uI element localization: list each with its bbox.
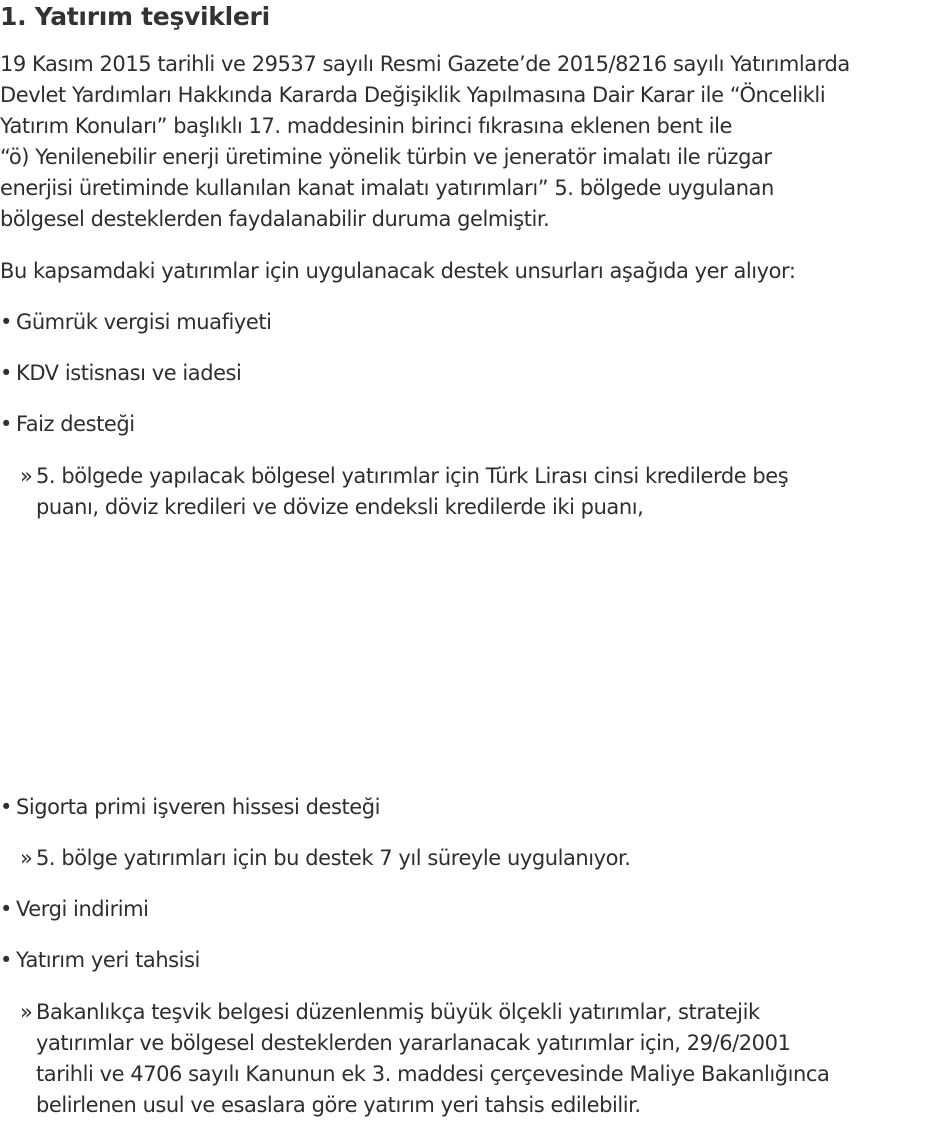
list-item-land [0,945,200,976]
list-item-customs [0,307,272,338]
bullet-marker: • [0,897,12,921]
lead-paragraph: Bu kapsamdaki yatırımlar için uygulanacak destek unsurları aşağıda yer alıyor: [0,259,796,283]
sub-item-land-detail [20,997,829,1121]
bullet-marker: • [0,948,12,972]
sub-marker: » [20,464,33,488]
list-item-label: Faiz desteği [16,412,135,436]
list-item-tax [0,894,149,925]
sub-item-line: belirlenen usul ve esaslara göre yatırım yeri tahsis edilebilir. [36,1093,641,1117]
sub-item-line: yatırımlar ve bölgesel desteklerden yararlanacak yatırımlar için, 29/6/2001 [36,1031,791,1055]
intro-line: Yatırım Konuları” başlıklı 17. maddesinin birinci fıkrasına eklenen bent ile [0,114,733,138]
intro-line: enerjisi üretiminde kullanılan kanat imalatı yatırımları” 5. bölgede uygulanan [0,176,774,200]
sub-marker: » [20,846,33,870]
list-item-interest [0,409,135,440]
bullet-marker: • [0,412,12,436]
list-item-insurance [0,792,380,823]
sub-marker: » [20,1000,33,1024]
bullet-marker: • [0,310,12,334]
sub-item-interest-detail [20,461,788,523]
sub-item-insurance-detail [20,843,630,874]
list-item-label: Vergi indirimi [16,897,149,921]
list-item-vat [0,358,241,389]
intro-line: 19 Kasım 2015 tarihli ve 29537 sayılı Resmi Gazete’de 2015/8216 sayılı Yatırımlarda [0,52,850,76]
sub-item-line: tarihli ve 4706 sayılı Kanunun ek 3. maddesi çerçevesinde Maliye Bakanlığınca [36,1062,830,1086]
list-item-label: Sigorta primi işveren hissesi desteği [16,795,380,819]
intro-line: “ö) Yenilenebilir enerji üretimine yönelik türbin ve jeneratör imalatı ile rüzgar [0,145,772,169]
sub-item-line: 5. bölgede yapılacak bölgesel yatırımlar için Türk Lirası cinsi kredilerde beş [36,464,789,488]
list-item-label: KDV istisnası ve iadesi [16,361,242,385]
intro-line: bölgesel desteklerden faydalanabilir duruma gelmiştir. [0,207,550,231]
sub-item-line: puanı, döviz kredileri ve dövize endeksli kredilerde iki puanı, [36,495,644,519]
sub-item-line: Bakanlıkça teşvik belgesi düzenlenmiş büyük ölçekli yatırımlar, stratejik [36,1000,760,1024]
intro-paragraph [0,49,850,235]
bullet-marker: • [0,795,12,819]
intro-line: Devlet Yardımları Hakkında Kararda Değişiklik Yapılmasına Dair Karar ile “Öncelikli [0,83,826,107]
list-item-label: Gümrük vergisi muafiyeti [16,310,272,334]
sub-item-line: 5. bölge yatırımları için bu destek 7 yıl süreyle uygulanıyor. [36,846,631,870]
list-item-label: Yatırım yeri tahsisi [16,948,200,972]
section-heading: 1. Yatırım teşvikleri [0,2,270,31]
bullet-marker: • [0,361,12,385]
